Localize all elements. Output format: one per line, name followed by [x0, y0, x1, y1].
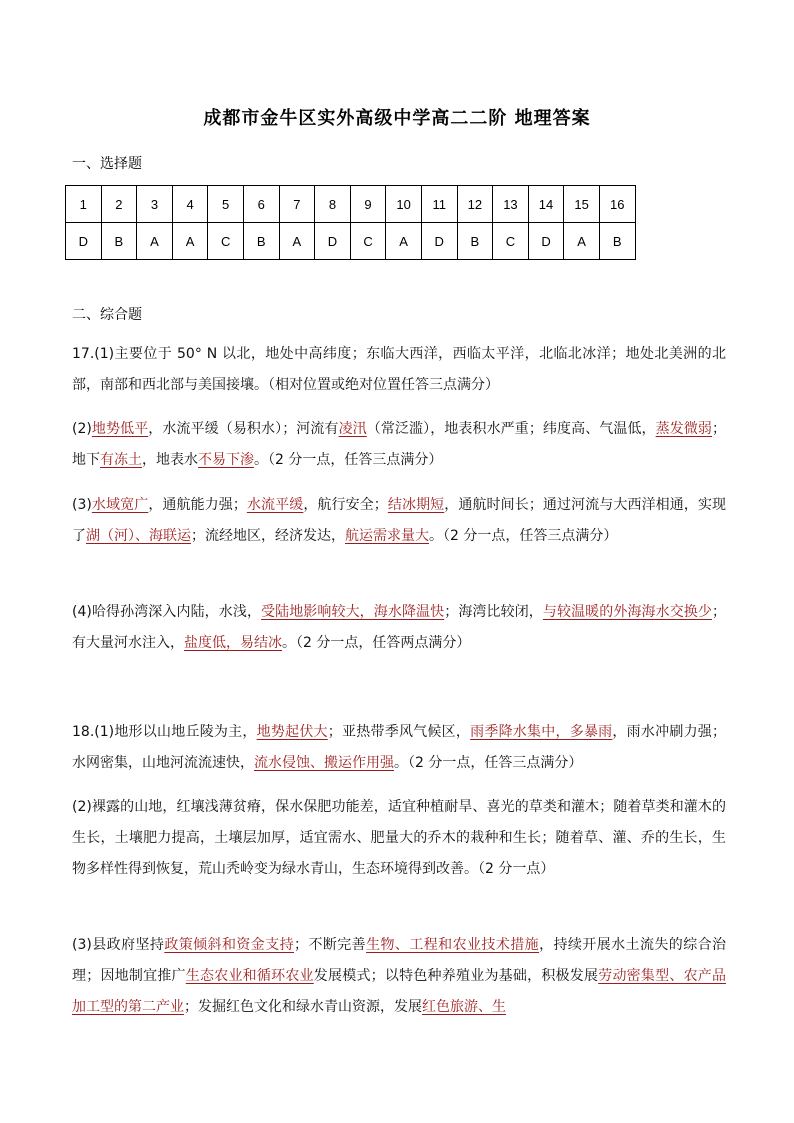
question-number-cell: 9 — [350, 186, 386, 223]
paragraph-q17-4 — [72, 597, 726, 659]
answer-cell: C — [493, 223, 529, 260]
question-number-cell: 16 — [599, 186, 635, 223]
answer-text: 。（2 分一点，任答三点满分） — [429, 528, 618, 544]
key-point-text: 不易下渗 — [198, 452, 254, 468]
answer-text: 。（2 分一点，任答三点满分） — [254, 452, 443, 468]
answer-table-answer-row — [66, 223, 636, 260]
key-point-text: 生态农业和循环农业 — [185, 968, 314, 984]
answer-text: 发展模式；以特色种养殖业为基础，积极发展 — [313, 968, 599, 984]
answer-text: ；海湾比较闭， — [444, 604, 543, 620]
key-point-text: 水域宽广 — [91, 497, 149, 513]
section-heading-choice: 一、选择题 — [72, 156, 142, 172]
question-number-cell: 15 — [564, 186, 600, 223]
answer-text: (2)裸露的山地，红壤浅薄贫瘠，保水保肥功能差，适宜种植耐旱、喜光的草类和灌木；随着草类和灌木的生长，土壤肥力提高，土壤层加厚，适宜需水、肥量大的乔木的栽种和生长；随着草、灌、乔的生长，生物多样性得到恢复，荒山秃岭变为绿水青山，生态环境得到改善。（2 分一点） — [72, 799, 726, 877]
answer-cell: B — [599, 223, 635, 260]
answer-cell: C — [350, 223, 386, 260]
answer-text: ，航行安全； — [303, 497, 388, 513]
paragraph-q18-3 — [72, 930, 726, 1023]
question-number-cell: 2 — [101, 186, 137, 223]
answer-text: 18.(1)地形以山地丘陵为主， — [72, 724, 257, 740]
key-point-text: 受陆地影响较大，海水降温快 — [261, 604, 445, 620]
key-point-text: 生物、工程和农业技术措施 — [366, 937, 540, 953]
question-number-cell: 4 — [172, 186, 208, 223]
question-number-cell: 10 — [386, 186, 422, 223]
answer-text: (3)县政府坚持 — [72, 937, 165, 953]
question-number-cell: 14 — [528, 186, 564, 223]
answer-text: 17.(1)主要位于 50° N 以北，地处中高纬度；东临大西洋，西临太平洋，北临北冰洋；地处北美洲的北部，南部和西北部与美国接壤。（相对位置或绝对位置任答三点满分） — [72, 346, 726, 393]
key-point-text: 湖（河）、海联运 — [86, 528, 191, 544]
answer-text: (2) — [72, 421, 92, 437]
question-number-cell: 12 — [457, 186, 493, 223]
answer-text: ，地表水 — [142, 452, 198, 468]
question-number-cell: 5 — [208, 186, 244, 223]
answer-text: ；发掘红色文化和绿水青山资源，发展 — [184, 999, 422, 1015]
answer-text: (3) — [72, 497, 92, 513]
answer-cell: D — [66, 223, 102, 260]
key-point-text: 与较温暖的外海海水交换少 — [542, 604, 712, 620]
page-title: 成都市金牛区实外高级中学高二二阶 地理答案 — [203, 108, 591, 129]
answer-cell: D — [421, 223, 457, 260]
key-point-text: 凌汛 — [338, 421, 367, 437]
paragraph-q18-2 — [72, 792, 726, 885]
answer-cell: A — [137, 223, 173, 260]
key-point-text: 流水侵蚀、搬运作用强 — [254, 755, 394, 771]
question-number-cell: 11 — [421, 186, 457, 223]
answer-text: 。（2 分一点，任答两点满分） — [282, 635, 471, 651]
key-point-text: 地势低平 — [91, 421, 149, 437]
answer-cell: A — [172, 223, 208, 260]
answer-text: ，持续开展水土流失的综合治理；因地制宜推广 — [72, 937, 727, 984]
question-number-cell: 7 — [279, 186, 315, 223]
question-number-cell: 13 — [493, 186, 529, 223]
answer-table — [65, 185, 636, 260]
paragraph-q18-1 — [72, 717, 726, 779]
key-point-text: 有冻土 — [100, 452, 142, 468]
answer-cell: D — [528, 223, 564, 260]
answer-text: ；亚热带季风气候区， — [327, 724, 471, 740]
answer-cell: D — [315, 223, 351, 260]
answer-text: ；流经地区，经济发达， — [191, 528, 345, 544]
answer-text: ，通航能力强； — [148, 497, 247, 513]
key-point-text: 地势起伏大 — [256, 724, 328, 740]
section-heading-comprehensive: 二、综合题 — [72, 307, 142, 323]
answer-cell: A — [279, 223, 315, 260]
answer-text: ；有大量河水注入， — [72, 604, 726, 651]
answer-cell: B — [457, 223, 493, 260]
key-point-text: 劳动密集型、农产品加工型的第二产业 — [72, 968, 727, 1015]
answer-cell: B — [243, 223, 279, 260]
key-point-text: 雨季降水集中，多暴雨 — [470, 724, 613, 740]
answer-text: 。（2 分一点，任答三点满分） — [394, 755, 583, 771]
answer-cell: A — [564, 223, 600, 260]
paragraph-q17-3 — [72, 490, 726, 552]
paragraph-q17-1 — [72, 339, 726, 401]
key-point-text: 航运需求量大 — [345, 528, 429, 544]
question-number-cell: 3 — [137, 186, 173, 223]
answer-text: （常泛滥），地表积水严重；纬度高、气温低， — [366, 421, 656, 437]
answer-text: (4)哈得孙湾深入内陆，水浅， — [72, 604, 262, 620]
answer-text: ；地下 — [72, 421, 727, 468]
answer-text: ；不断完善 — [294, 937, 367, 953]
key-point-text: 盐度低，易结冰 — [184, 635, 282, 651]
key-point-text: 结冰期短 — [387, 497, 445, 513]
answer-text: ，通航时间长；通过河流与大西洋相通，实现了 — [72, 497, 727, 544]
key-point-text: 水流平缓 — [246, 497, 304, 513]
answer-text: ，雨水冲刷力强；水网密集，山地河流流速快， — [72, 724, 727, 771]
answer-cell: A — [386, 223, 422, 260]
answer-text: ，水流平缓（易积水）；河流有 — [148, 421, 339, 437]
question-number-cell: 6 — [243, 186, 279, 223]
answer-cell: C — [208, 223, 244, 260]
question-number-cell: 1 — [66, 186, 102, 223]
key-point-text: 蒸发微弱 — [655, 421, 713, 437]
key-point-text: 政策倾斜和资金支持 — [164, 937, 295, 953]
paragraph-q17-2 — [72, 414, 726, 476]
key-point-text: 红色旅游、生 — [422, 999, 506, 1015]
question-number-cell: 8 — [315, 186, 351, 223]
answer-table-number-row — [66, 186, 636, 223]
answer-cell: B — [101, 223, 137, 260]
